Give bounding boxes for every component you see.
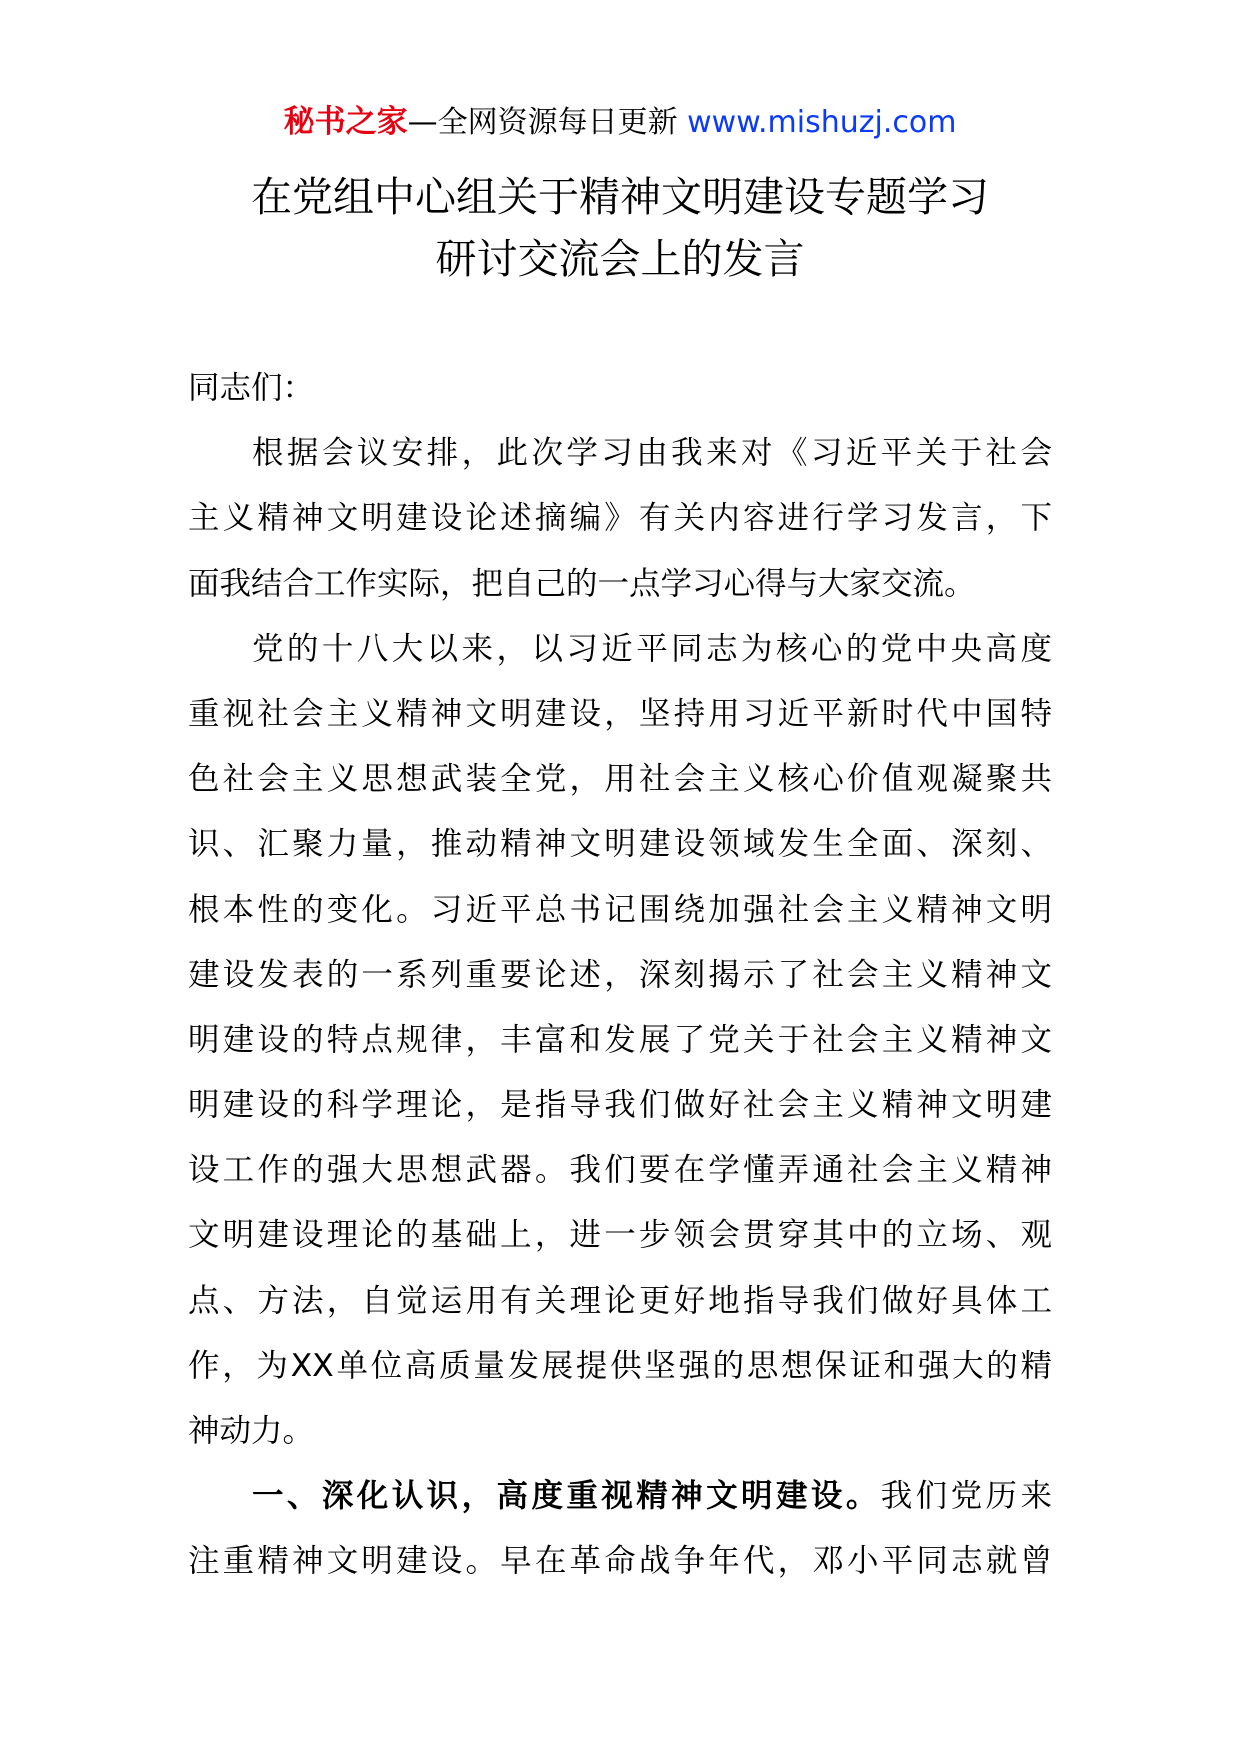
paragraph-line: 明建设的科学理论，是指导我们做好社会主义精神文明建 — [188, 1087, 1052, 1124]
paragraph-line: 根本性的变化。习近平总书记围绕加强社会主义精神文明 — [188, 891, 1052, 928]
paragraph-line: 建设发表的一系列重要论述，深刻揭示了社会主义精神文 — [188, 956, 1052, 993]
site-url-link[interactable]: www.mishuzj.com — [687, 105, 957, 140]
paragraph-line: 神动力。 — [188, 1413, 315, 1449]
title-line-1: 在党组中心组关于精神文明建设专题学习 — [251, 173, 989, 221]
paragraph-line: 根据会议安排，此次学习由我来对《习近平关于社会 — [252, 435, 1052, 472]
paragraph-2 — [188, 617, 1052, 1464]
title-line-2: 研讨交流会上的发言 — [435, 235, 805, 283]
document-title — [150, 166, 1090, 290]
site-header — [0, 100, 1240, 145]
paragraph-line: 作，为XX单位高质量发展提供坚强的思想保证和强大的精 — [188, 1347, 1052, 1384]
document-body — [188, 356, 1052, 1595]
header-tagline: —全网资源每日更新 — [407, 105, 678, 140]
paragraph-line: 识、汇聚力量，推动精神文明建设领域发生全面、深刻、 — [188, 826, 1052, 863]
paragraph-line — [188, 1464, 1052, 1529]
paragraph-line: 注重精神文明建设。早在革命战争年代，邓小平同志就曾 — [188, 1543, 1052, 1580]
paragraph-line: 面我结合工作实际，把自己的一点学习心得与大家交流。 — [188, 565, 976, 602]
paragraph-line: 党的十八大以来，以习近平同志为核心的党中央高度 — [252, 630, 1052, 667]
paragraph-line: 文明建设理论的基础上，进一步领会贯穿其中的立场、观 — [188, 1217, 1052, 1254]
paragraph-line: 重视社会主义精神文明建设，坚持用习近平新时代中国特 — [188, 695, 1052, 732]
paragraph-line: 明建设的特点规律，丰富和发展了党关于社会主义精神文 — [188, 1021, 1052, 1058]
paragraph-1 — [188, 421, 1052, 617]
section-heading-continuation: 我们党历来 — [880, 1478, 1052, 1515]
greeting: 同志们： — [188, 370, 315, 406]
paragraph-line: 点、方法，自觉运用有关理论更好地指导我们做好具体工 — [188, 1282, 1052, 1319]
paragraph-line: 设工作的强大思想武器。我们要在学懂弄通社会主义精神 — [188, 1152, 1052, 1189]
brand-name: 秘书之家 — [283, 104, 408, 140]
paragraph-3 — [188, 1464, 1052, 1594]
section-heading: 一、深化认识，高度重视精神文明建设。 — [252, 1478, 881, 1515]
paragraph-line: 色社会主义思想武装全党，用社会主义核心价值观凝聚共 — [188, 761, 1052, 798]
paragraph-line: 主义精神文明建设论述摘编》有关内容进行学习发言，下 — [188, 500, 1052, 537]
